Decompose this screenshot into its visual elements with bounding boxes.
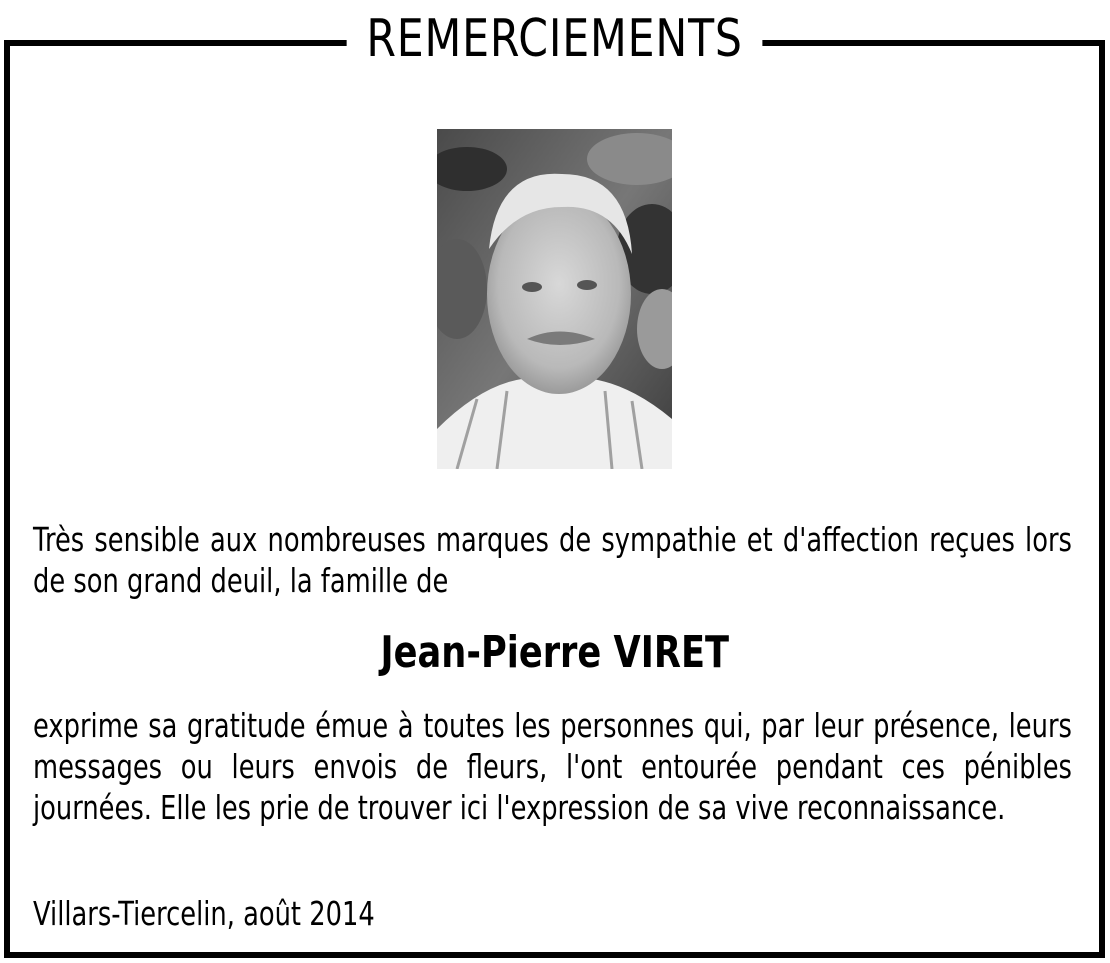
gratitude-text: exprime sa gratitude émue à toutes les personnes qui, par leur présence, leurs messages ou leurs envois de fleurs, l'ont entourée pendant ces pénibles journées. Elle les prie de trouver ici l'expression de sa vive reconnaissance. xyxy=(33,706,1072,827)
deceased-name-text: Jean-Pierre VIRET xyxy=(380,627,730,678)
gratitude-paragraph xyxy=(33,705,1072,828)
place-and-date: Villars-Tiercelin, août 2014 xyxy=(33,894,375,933)
intro-paragraph xyxy=(33,519,1072,601)
intro-text: Très sensible aux nombreuses marques de sympathie et d'affection reçues lors de son grand deuil, la famille de xyxy=(33,520,1072,600)
title-bar xyxy=(0,0,1110,78)
portrait-photo xyxy=(437,129,672,469)
deceased-name xyxy=(0,625,1110,681)
notice-title: REMERCIEMENTS xyxy=(347,0,763,78)
